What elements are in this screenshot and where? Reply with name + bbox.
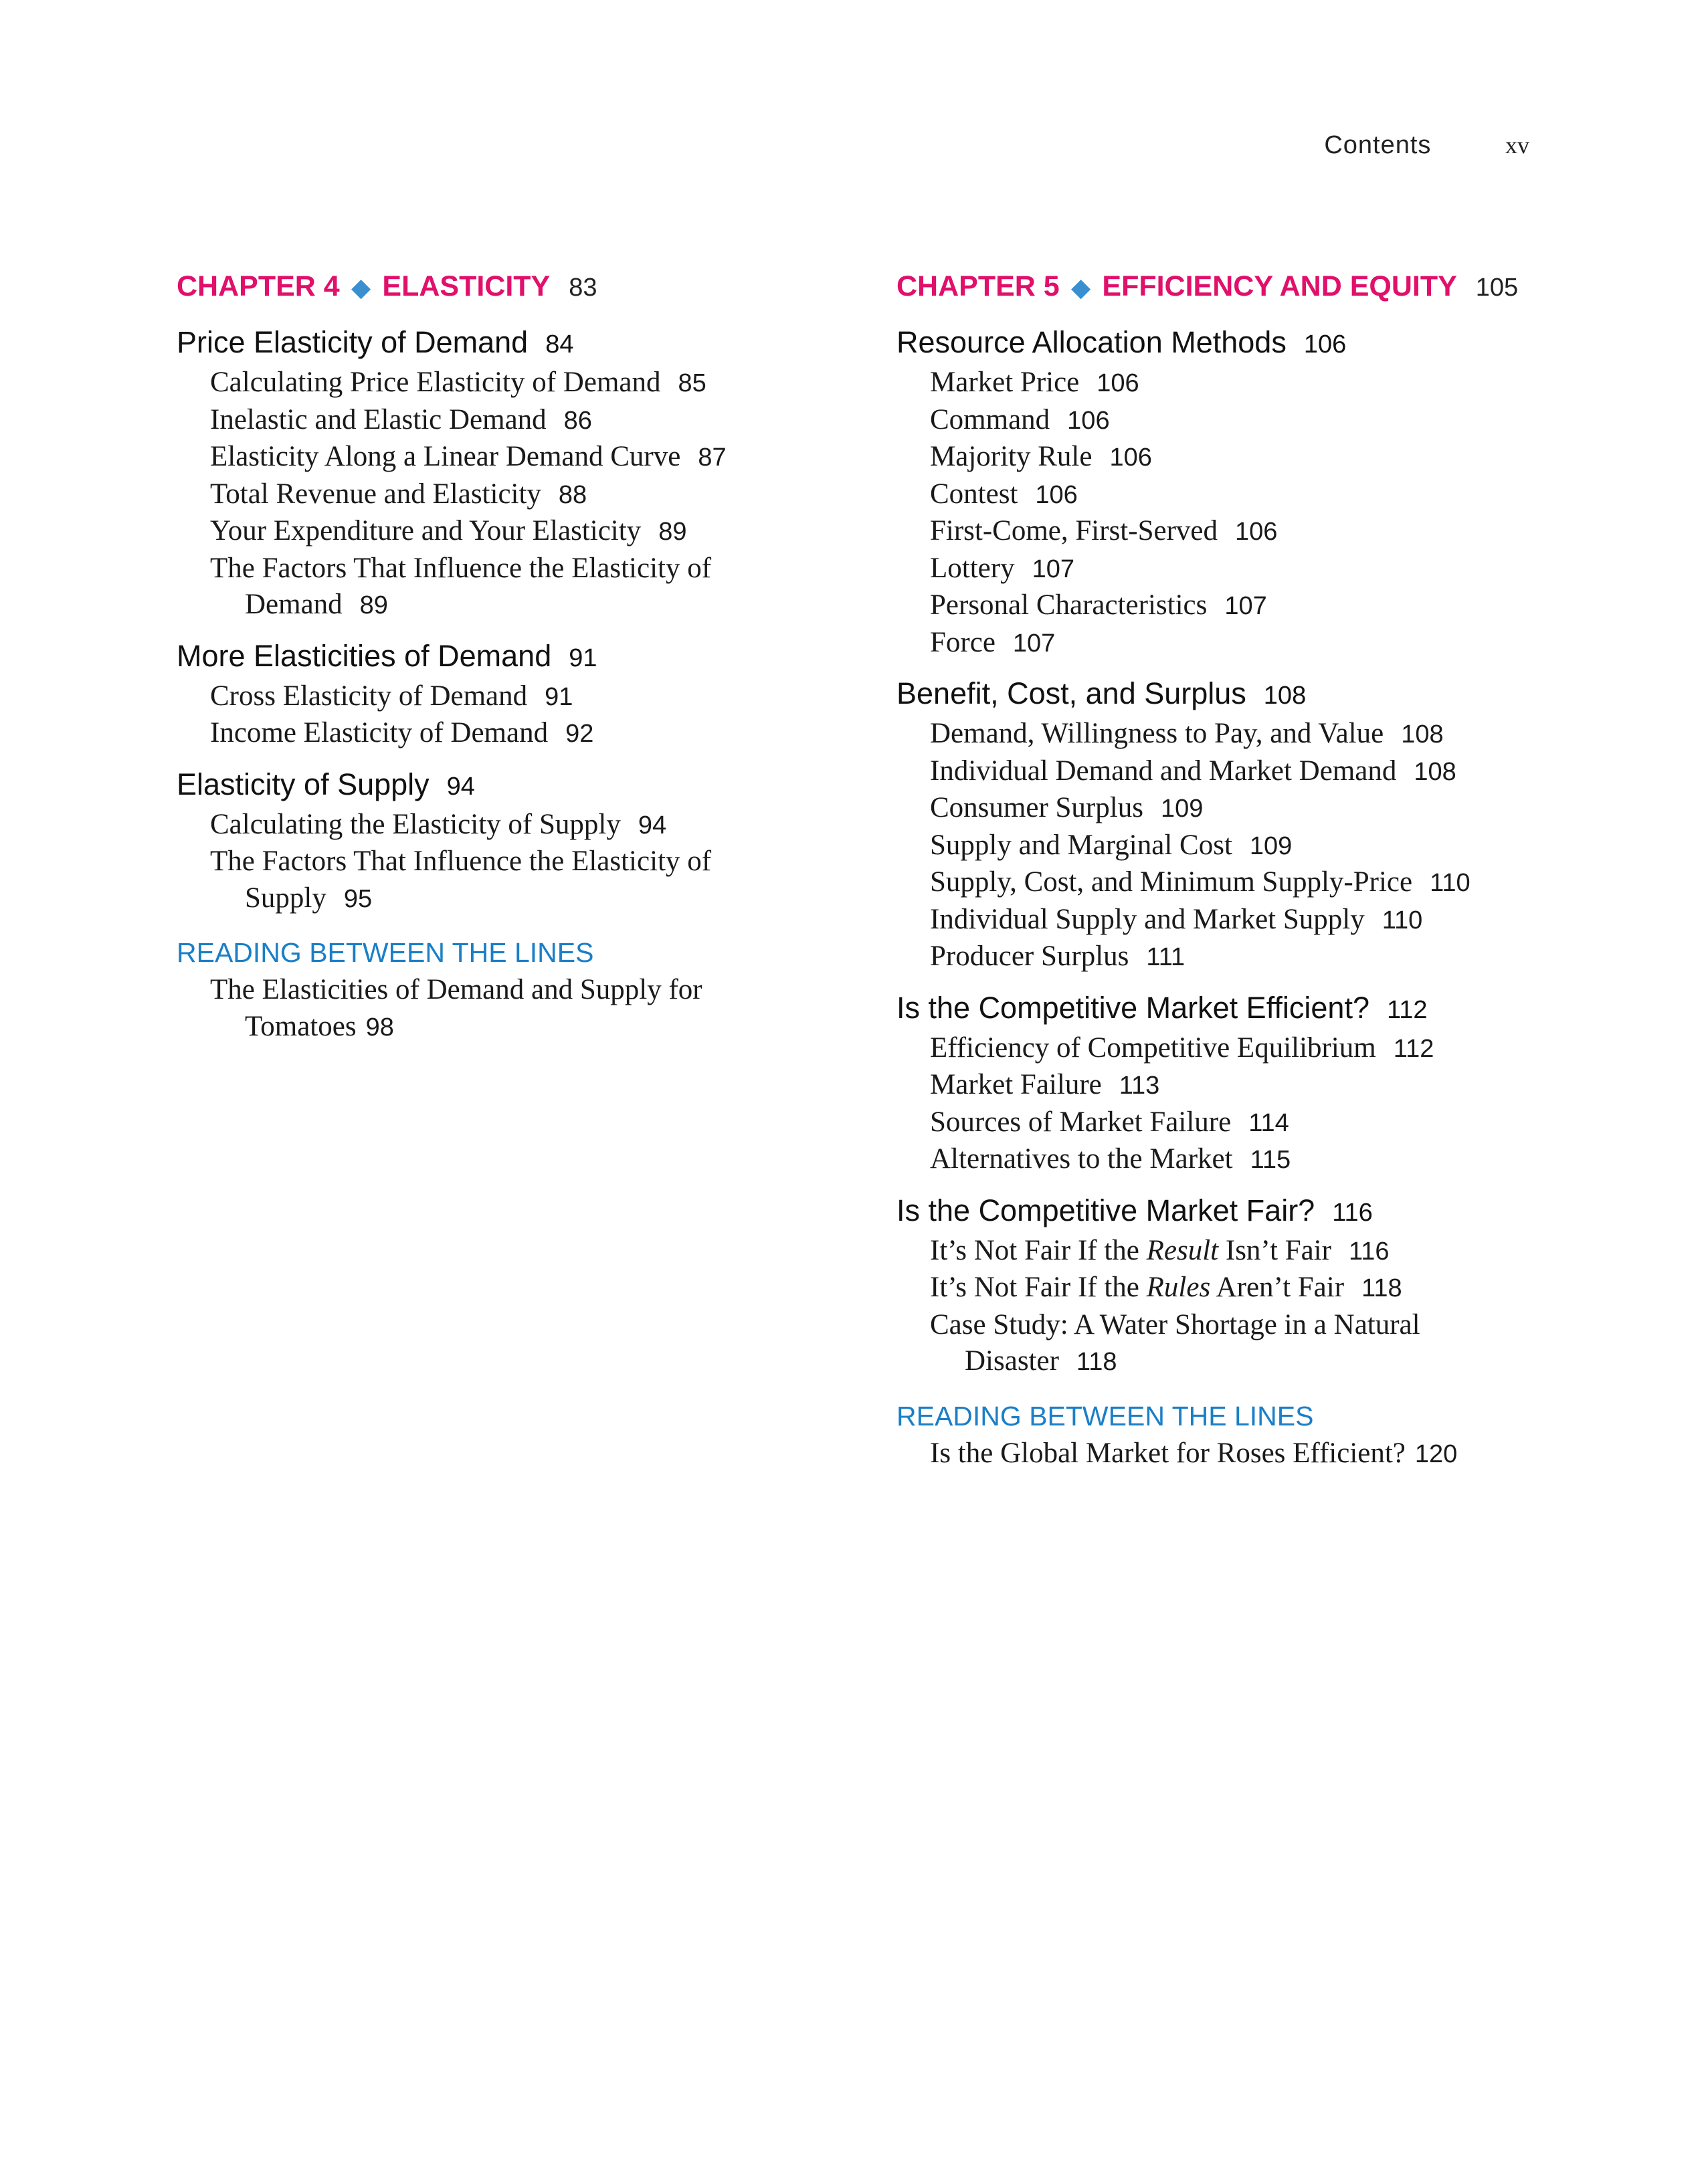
toc-entry[interactable] xyxy=(896,716,1566,753)
chapter-page: 83 xyxy=(569,274,597,302)
entry-page: 89 xyxy=(359,591,388,619)
entry-page: 85 xyxy=(678,369,706,397)
entry-page: 89 xyxy=(658,518,687,546)
toc-entry[interactable] xyxy=(896,753,1566,791)
toc-entry[interactable] xyxy=(896,1141,1566,1179)
entry-text: Majority Rule xyxy=(930,441,1093,472)
toc-entry[interactable] xyxy=(177,402,846,439)
toc-entry[interactable] xyxy=(896,827,1566,865)
section-title[interactable] xyxy=(896,1191,1566,1233)
entry-page: 106 xyxy=(1035,480,1078,509)
entry-text-italic: Rules xyxy=(1146,1272,1211,1303)
entry-page: 115 xyxy=(1250,1146,1291,1174)
entry-page: 112 xyxy=(1393,1034,1434,1063)
header-label: Contents xyxy=(1324,131,1432,159)
running-header xyxy=(1324,131,1529,160)
section-page: 94 xyxy=(446,772,475,801)
entry-text: Calculating the Elasticity of Supply xyxy=(210,808,621,840)
toc-entry[interactable] xyxy=(896,625,1566,662)
entry-text-pre: It’s Not Fair If the xyxy=(930,1272,1147,1303)
chapter-page: 105 xyxy=(1475,274,1519,302)
toc-entry[interactable] xyxy=(896,476,1566,514)
entry-continuation xyxy=(210,880,846,918)
section xyxy=(896,1191,1566,1381)
entry-text: Efficiency of Competitive Equilibrium xyxy=(930,1031,1376,1064)
entry-page: 118 xyxy=(1361,1274,1402,1302)
reading-between-lines-label: READING BETWEEN THE LINES xyxy=(896,1400,1314,1431)
section-title-text: Is the Competitive Market Fair? xyxy=(896,1193,1315,1227)
continuation-text: Disaster xyxy=(965,1345,1059,1377)
entry-text: Supply and Marginal Cost xyxy=(930,829,1232,861)
entry-text: Case Study: A Water Shortage in a Natural xyxy=(930,1308,1420,1341)
entry-page: 88 xyxy=(558,480,587,509)
entry-text: The Elasticities of Demand and Supply for xyxy=(210,974,702,1005)
chapter-number: CHAPTER 5 xyxy=(896,270,1060,302)
section xyxy=(896,988,1566,1179)
entry-text-italic: Result xyxy=(1146,1234,1219,1266)
section-title[interactable] xyxy=(896,674,1566,716)
entry-text: Individual Supply and Market Supply xyxy=(930,903,1365,935)
entry-page: 107 xyxy=(1224,592,1267,620)
section-page: 108 xyxy=(1263,682,1307,710)
entry-text: Individual Demand and Market Demand xyxy=(930,755,1397,787)
section-page: 84 xyxy=(545,330,574,359)
section-title-text: Price Elasticity of Demand xyxy=(177,325,529,359)
toc-entry[interactable] xyxy=(896,902,1566,939)
chapter-title: EFFICIENCY AND EQUITY xyxy=(1102,270,1457,302)
entry-page: 114 xyxy=(1248,1108,1289,1137)
toc-entry[interactable] xyxy=(896,365,1566,402)
section-title-text: Elasticity of Supply xyxy=(177,767,430,801)
section xyxy=(896,322,1566,662)
entry-page: 109 xyxy=(1249,831,1293,860)
entry-page: 106 xyxy=(1234,518,1278,546)
diamond-icon: ◆ xyxy=(351,274,371,301)
toc-entry[interactable] xyxy=(177,476,846,514)
entry-page: 107 xyxy=(1012,629,1056,658)
entry-text: Your Expenditure and Your Elasticity xyxy=(210,515,642,547)
continuation-text: Demand xyxy=(245,589,343,620)
toc-entry[interactable] xyxy=(896,1067,1566,1104)
entry-text: Demand, Willingness to Pay, and Value xyxy=(930,718,1384,749)
entry-page: 95 xyxy=(343,884,373,913)
section-page: 91 xyxy=(569,643,597,672)
entry-text-post: Isn’t Fair xyxy=(1218,1234,1331,1266)
entry-page: 108 xyxy=(1414,757,1456,786)
entry-page: 106 xyxy=(1067,406,1110,435)
entry-page: 92 xyxy=(565,720,594,748)
section-title-text: Is the Competitive Market Efficient? xyxy=(896,990,1369,1025)
left-column xyxy=(177,266,846,1046)
entry-text: Cross Elasticity of Demand xyxy=(210,680,528,712)
section-title[interactable] xyxy=(896,988,1566,1030)
entry-text-post: Aren’t Fair xyxy=(1210,1272,1345,1303)
entry-text: Personal Characteristics xyxy=(930,589,1208,621)
entry-text: The Factors That Influence the Elasticity of xyxy=(210,552,712,584)
entry-page: 86 xyxy=(563,406,592,435)
section-title-text: More Elasticities of Demand xyxy=(177,638,552,673)
chapter-heading[interactable] xyxy=(177,266,846,308)
entry-page: 110 xyxy=(1430,869,1471,897)
entry-continuation xyxy=(210,1009,846,1046)
chapter-heading[interactable] xyxy=(896,266,1566,308)
section-title[interactable] xyxy=(896,322,1566,365)
right-column xyxy=(896,266,1566,1472)
entry-text: Calculating Price Elasticity of Demand xyxy=(210,367,661,398)
continuation-text: Supply xyxy=(245,882,326,914)
toc-entry[interactable] xyxy=(896,938,1566,976)
toc-entry[interactable] xyxy=(896,1307,1566,1381)
entry-text: Inelastic and Elastic Demand xyxy=(210,403,547,435)
toc-entry[interactable] xyxy=(177,678,846,716)
section xyxy=(177,636,846,753)
entry-text: Producer Surplus xyxy=(930,940,1129,972)
section-title-text: Benefit, Cost, and Surplus xyxy=(896,676,1246,710)
toc-entry[interactable] xyxy=(896,513,1566,551)
toc-entry[interactable] xyxy=(896,551,1566,588)
toc-entry[interactable] xyxy=(896,402,1566,439)
section-title[interactable] xyxy=(177,322,846,365)
entry-page: 106 xyxy=(1097,369,1139,397)
section-page: 116 xyxy=(1332,1198,1373,1227)
entry-text: Force xyxy=(930,626,996,658)
section xyxy=(177,322,846,624)
entry-text: Market Failure xyxy=(930,1069,1102,1100)
toc-entry[interactable] xyxy=(896,1104,1566,1142)
chapter-title: ELASTICITY xyxy=(382,270,551,302)
entry-continuation xyxy=(930,1343,1566,1381)
entry-text: Contest xyxy=(930,478,1018,510)
chapter-number: CHAPTER 4 xyxy=(177,270,340,302)
section-title[interactable] xyxy=(177,636,846,678)
toc-entry[interactable] xyxy=(896,790,1566,827)
entry-text: Alternatives to the Market xyxy=(930,1143,1233,1175)
toc-entry[interactable] xyxy=(177,807,846,844)
toc-entry[interactable] xyxy=(177,365,846,402)
toc-entry[interactable] xyxy=(896,1233,1566,1270)
section-title[interactable] xyxy=(177,765,846,807)
toc-entry[interactable] xyxy=(177,551,846,624)
toc-entry[interactable] xyxy=(177,843,846,917)
entry-text: Sources of Market Failure xyxy=(930,1106,1232,1138)
entry-text: Total Revenue and Elasticity xyxy=(210,478,541,510)
entry-text: Supply, Cost, and Minimum Supply-Price xyxy=(930,866,1413,898)
entry-page: 94 xyxy=(638,811,667,839)
entry-page: 118 xyxy=(1076,1348,1117,1376)
entry-text: The Factors That Influence the Elasticity of xyxy=(210,846,712,877)
toc-entry[interactable] xyxy=(896,864,1566,902)
entry-page: 120 xyxy=(1414,1440,1458,1468)
entry-page: 109 xyxy=(1160,795,1204,823)
continuation-text: Tomatoes xyxy=(245,1010,357,1042)
entry-page: 110 xyxy=(1382,906,1423,934)
entry-page: 106 xyxy=(1109,443,1152,472)
entry-text: Income Elasticity of Demand xyxy=(210,717,549,749)
entry-text: Is the Global Market for Roses Efficient? xyxy=(930,1437,1406,1469)
reading-between-lines-label: READING BETWEEN THE LINES xyxy=(177,937,594,968)
entry-text-pre: It’s Not Fair If the xyxy=(930,1234,1147,1266)
toc-entry[interactable] xyxy=(896,1270,1566,1307)
entry-page: 87 xyxy=(698,443,727,472)
entry-text: Lottery xyxy=(930,552,1015,584)
section xyxy=(177,765,846,918)
section xyxy=(896,674,1566,976)
section-page: 106 xyxy=(1303,330,1347,359)
toc-entry[interactable] xyxy=(177,513,846,551)
entry-page: 108 xyxy=(1401,720,1444,749)
toc-entry[interactable] xyxy=(177,439,846,476)
section-title-text: Resource Allocation Methods xyxy=(896,325,1287,359)
entry-text: First-Come, First-Served xyxy=(930,515,1218,547)
entry-page: 111 xyxy=(1146,943,1186,971)
section-page: 112 xyxy=(1386,995,1428,1024)
header-page-number: xv xyxy=(1505,132,1529,159)
entry-continuation xyxy=(210,587,846,624)
entry-page: 91 xyxy=(545,682,573,711)
toc-entry[interactable] xyxy=(896,1435,1566,1473)
entry-text: Command xyxy=(930,403,1050,435)
entry-page: 98 xyxy=(365,1013,394,1041)
toc-entry[interactable] xyxy=(177,715,846,753)
entry-text: Market Price xyxy=(930,367,1080,398)
entry-page: 116 xyxy=(1348,1237,1390,1266)
entry-text: Elasticity Along a Linear Demand Curve xyxy=(210,441,681,472)
entry-page: 107 xyxy=(1032,555,1074,583)
toc-entry[interactable] xyxy=(177,972,846,1046)
toc-entry[interactable] xyxy=(896,1030,1566,1068)
toc-entry[interactable] xyxy=(896,439,1566,476)
entry-text: Consumer Surplus xyxy=(930,792,1143,823)
diamond-icon: ◆ xyxy=(1071,274,1091,301)
entry-page: 113 xyxy=(1119,1072,1160,1100)
toc-entry[interactable] xyxy=(896,587,1566,625)
